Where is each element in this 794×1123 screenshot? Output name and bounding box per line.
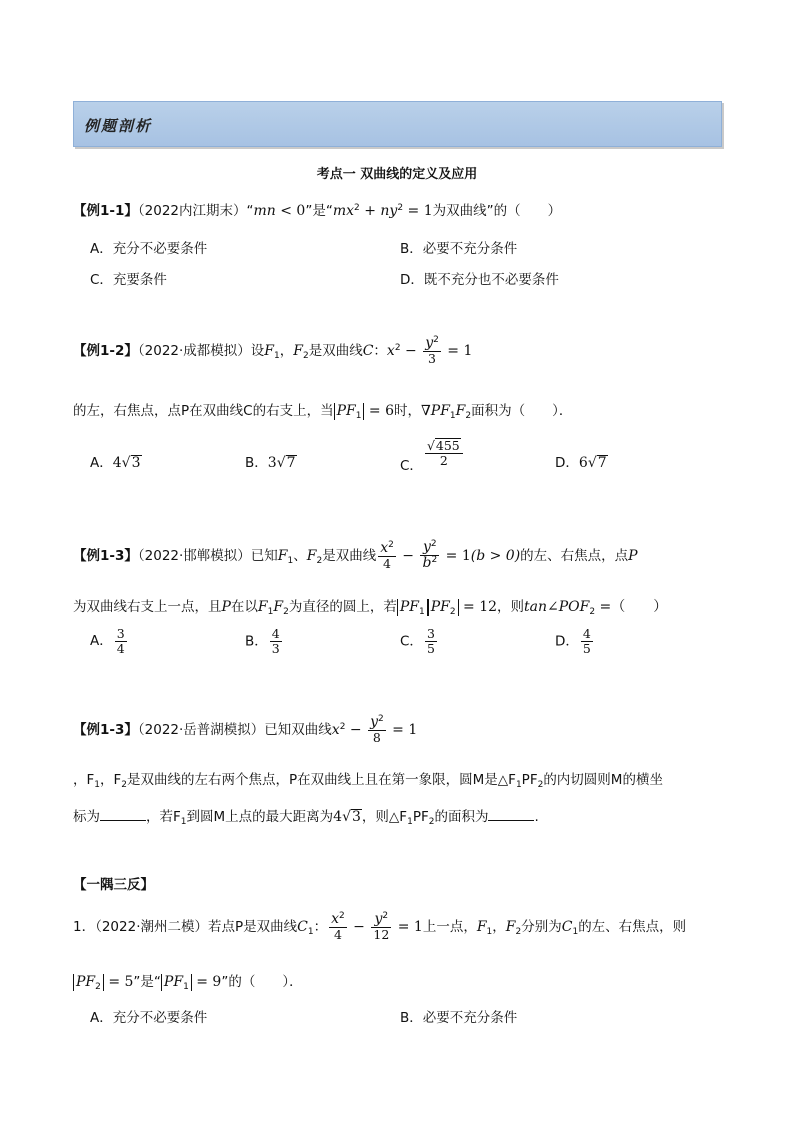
option-c: C．充要条件 bbox=[90, 272, 167, 288]
option-b: B．3√7 bbox=[245, 455, 296, 471]
problem-1: 1．（2022·潮州二模）若点P是双曲线$C_1$： $\frac{x^2}{4}$ − $\frac{y^2}{12}$ = 1上一点，$F_1$，$F_2$分别为$C_1$的左、右焦点，则 bbox=[73, 911, 687, 943]
answer-blank[interactable] bbox=[100, 809, 146, 821]
answer-blank[interactable] bbox=[488, 809, 534, 821]
example-1-2-line2: 的左，右焦点，点P在双曲线C的右支上，当 $PF_1 = 6$时，$\nabla PF_1F_2$面积为（ ）． bbox=[73, 403, 573, 421]
banner-title: 例题剖析 bbox=[84, 117, 153, 135]
option-d: D．既不充分也不必要条件 bbox=[400, 272, 559, 288]
option-a: A．4√3 bbox=[90, 455, 141, 471]
example-1-2: 【例1-2】（2022·成都模拟）设$F_1$，$F_2$是双曲线C：$x^2$ − $\frac{y^2}{3}$ = 1 bbox=[73, 335, 473, 367]
fraction: $\frac{y^2}{3}$ bbox=[425, 335, 439, 367]
example-1-3b-line2: ，$F_1$，$F_2$是双曲线的左右两个焦点，P在双曲线上且在第一象限，圆M是$\triangle F_1PF_2$的内切圆则M的横坐 bbox=[73, 772, 663, 790]
drill-heading: 【一隅三反】 bbox=[73, 877, 154, 893]
section-title: 考点一 双曲线的定义及应用 bbox=[316, 167, 478, 182]
section-banner bbox=[73, 101, 722, 147]
option-a: A．充分不必要条件 bbox=[90, 1010, 208, 1026]
example-1-3a-line2: 为双曲线右支上一点，且P在以$F_1F_2$为直径的圆上，若 $PF_1$ $PF_2 = 12$，则$\tan\angle POF_2$ =（ ） bbox=[73, 599, 668, 617]
example-1-1: 【例1-1】（2022内江期末）“mn < 0”是“$mx^2 + ny^2 = 1$为双曲线”的（ ） bbox=[73, 203, 562, 219]
option-c: C． $\frac{√455}{2}$ bbox=[400, 438, 465, 468]
option-b: B．必要不充分条件 bbox=[400, 241, 518, 257]
option-a: A．充分不必要条件 bbox=[90, 241, 208, 257]
option-b: B．必要不充分条件 bbox=[400, 1010, 518, 1026]
problem-1-line2: $PF_2 = 5$”是“ $PF_1 = 9$”的（ ）． bbox=[73, 970, 303, 991]
example-1-3b-line3: 标为 ，若$F_1$到圆M上点的最大距离为4√3，则$\triangle F_1PF_2$的面积为 . bbox=[73, 809, 539, 827]
option-d: D．6√7 bbox=[555, 455, 607, 471]
option-d: D． $\frac{4}{5}$ bbox=[555, 626, 591, 656]
option-a: A． $\frac{3}{4}$ bbox=[90, 626, 125, 656]
example-1-3b: 【例1-3】（2022·岳普湖模拟）已知双曲线$x^2$ − $\frac{y^2}{8}$ = 1 bbox=[73, 714, 418, 746]
example-1-3a: 【例1-3】（2022·邯郸模拟）已知$F_1$、$F_2$是双曲线 $\frac{x^2}{4}$ − $\frac{y^2}{b^2}$ = 1(b > 0)的左、右焦点，点P bbox=[73, 539, 638, 572]
option-c: C． $\frac{3}{5}$ bbox=[400, 626, 435, 656]
example-tag: 【例1-1】 bbox=[73, 203, 138, 219]
option-b: B． $\frac{4}{3}$ bbox=[245, 626, 280, 656]
